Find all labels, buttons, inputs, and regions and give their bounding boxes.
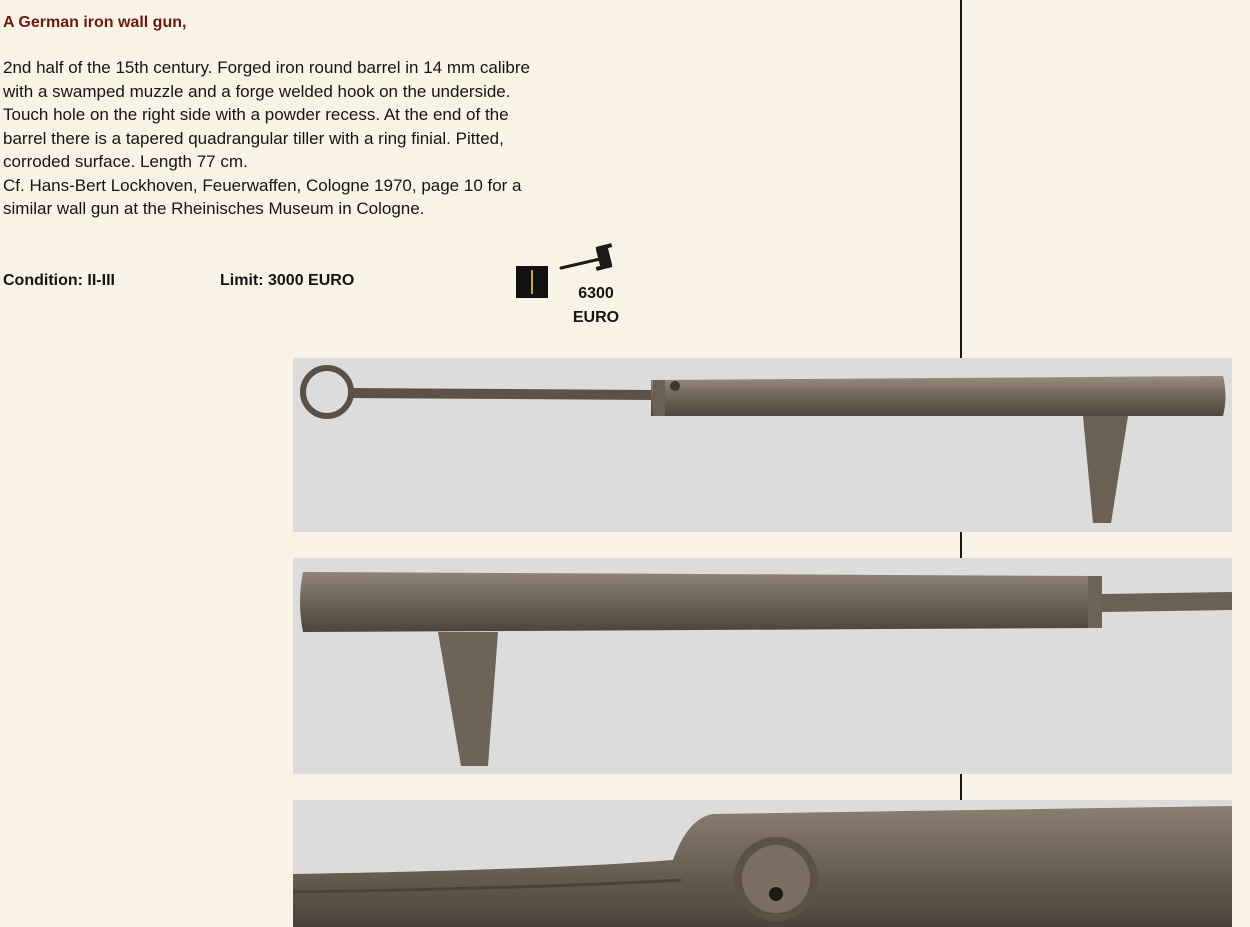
description-line: with a swamped muzzle and a forge welded hook on the underside.	[3, 81, 511, 101]
sold-marker-icon	[516, 266, 548, 298]
touch-hole-detail	[293, 800, 1232, 927]
description-line: barrel there is a tapered quadrangular tiller with a ring finial. Pitted,	[3, 128, 504, 148]
lot-photo-detail[interactable]	[293, 800, 1232, 927]
gun-reverse-view	[293, 558, 1232, 774]
limit-label: Limit: 3000 EURO	[220, 272, 355, 289]
description-line: Cf. Hans-Bert Lockhoven, Feuerwaffen, Cologne 1970, page 10 for a	[3, 175, 522, 195]
description-line: Touch hole on the right side with a powder recess. At the end of the	[3, 105, 509, 124]
lot-title: A German iron wall gun,	[3, 14, 187, 31]
description-line: similar wall gun at the Rheinisches Museum in Cologne.	[3, 199, 425, 218]
sold-price	[560, 282, 632, 330]
gavel-icon	[558, 240, 618, 274]
lot-photo-reverse[interactable]	[293, 558, 1232, 774]
description-line: 2nd half of the 15th century. Forged iron round barrel in 14 mm calibre	[3, 58, 530, 77]
price-currency: EURO	[572, 309, 620, 326]
lot-photo-full[interactable]	[293, 358, 1232, 532]
gun-full-view	[293, 358, 1232, 532]
condition-label: Condition: II-III	[3, 272, 115, 289]
description-line: corroded surface. Length 77 cm.	[3, 152, 248, 171]
price-amount: 6300	[578, 285, 614, 302]
lot-description	[3, 56, 613, 221]
